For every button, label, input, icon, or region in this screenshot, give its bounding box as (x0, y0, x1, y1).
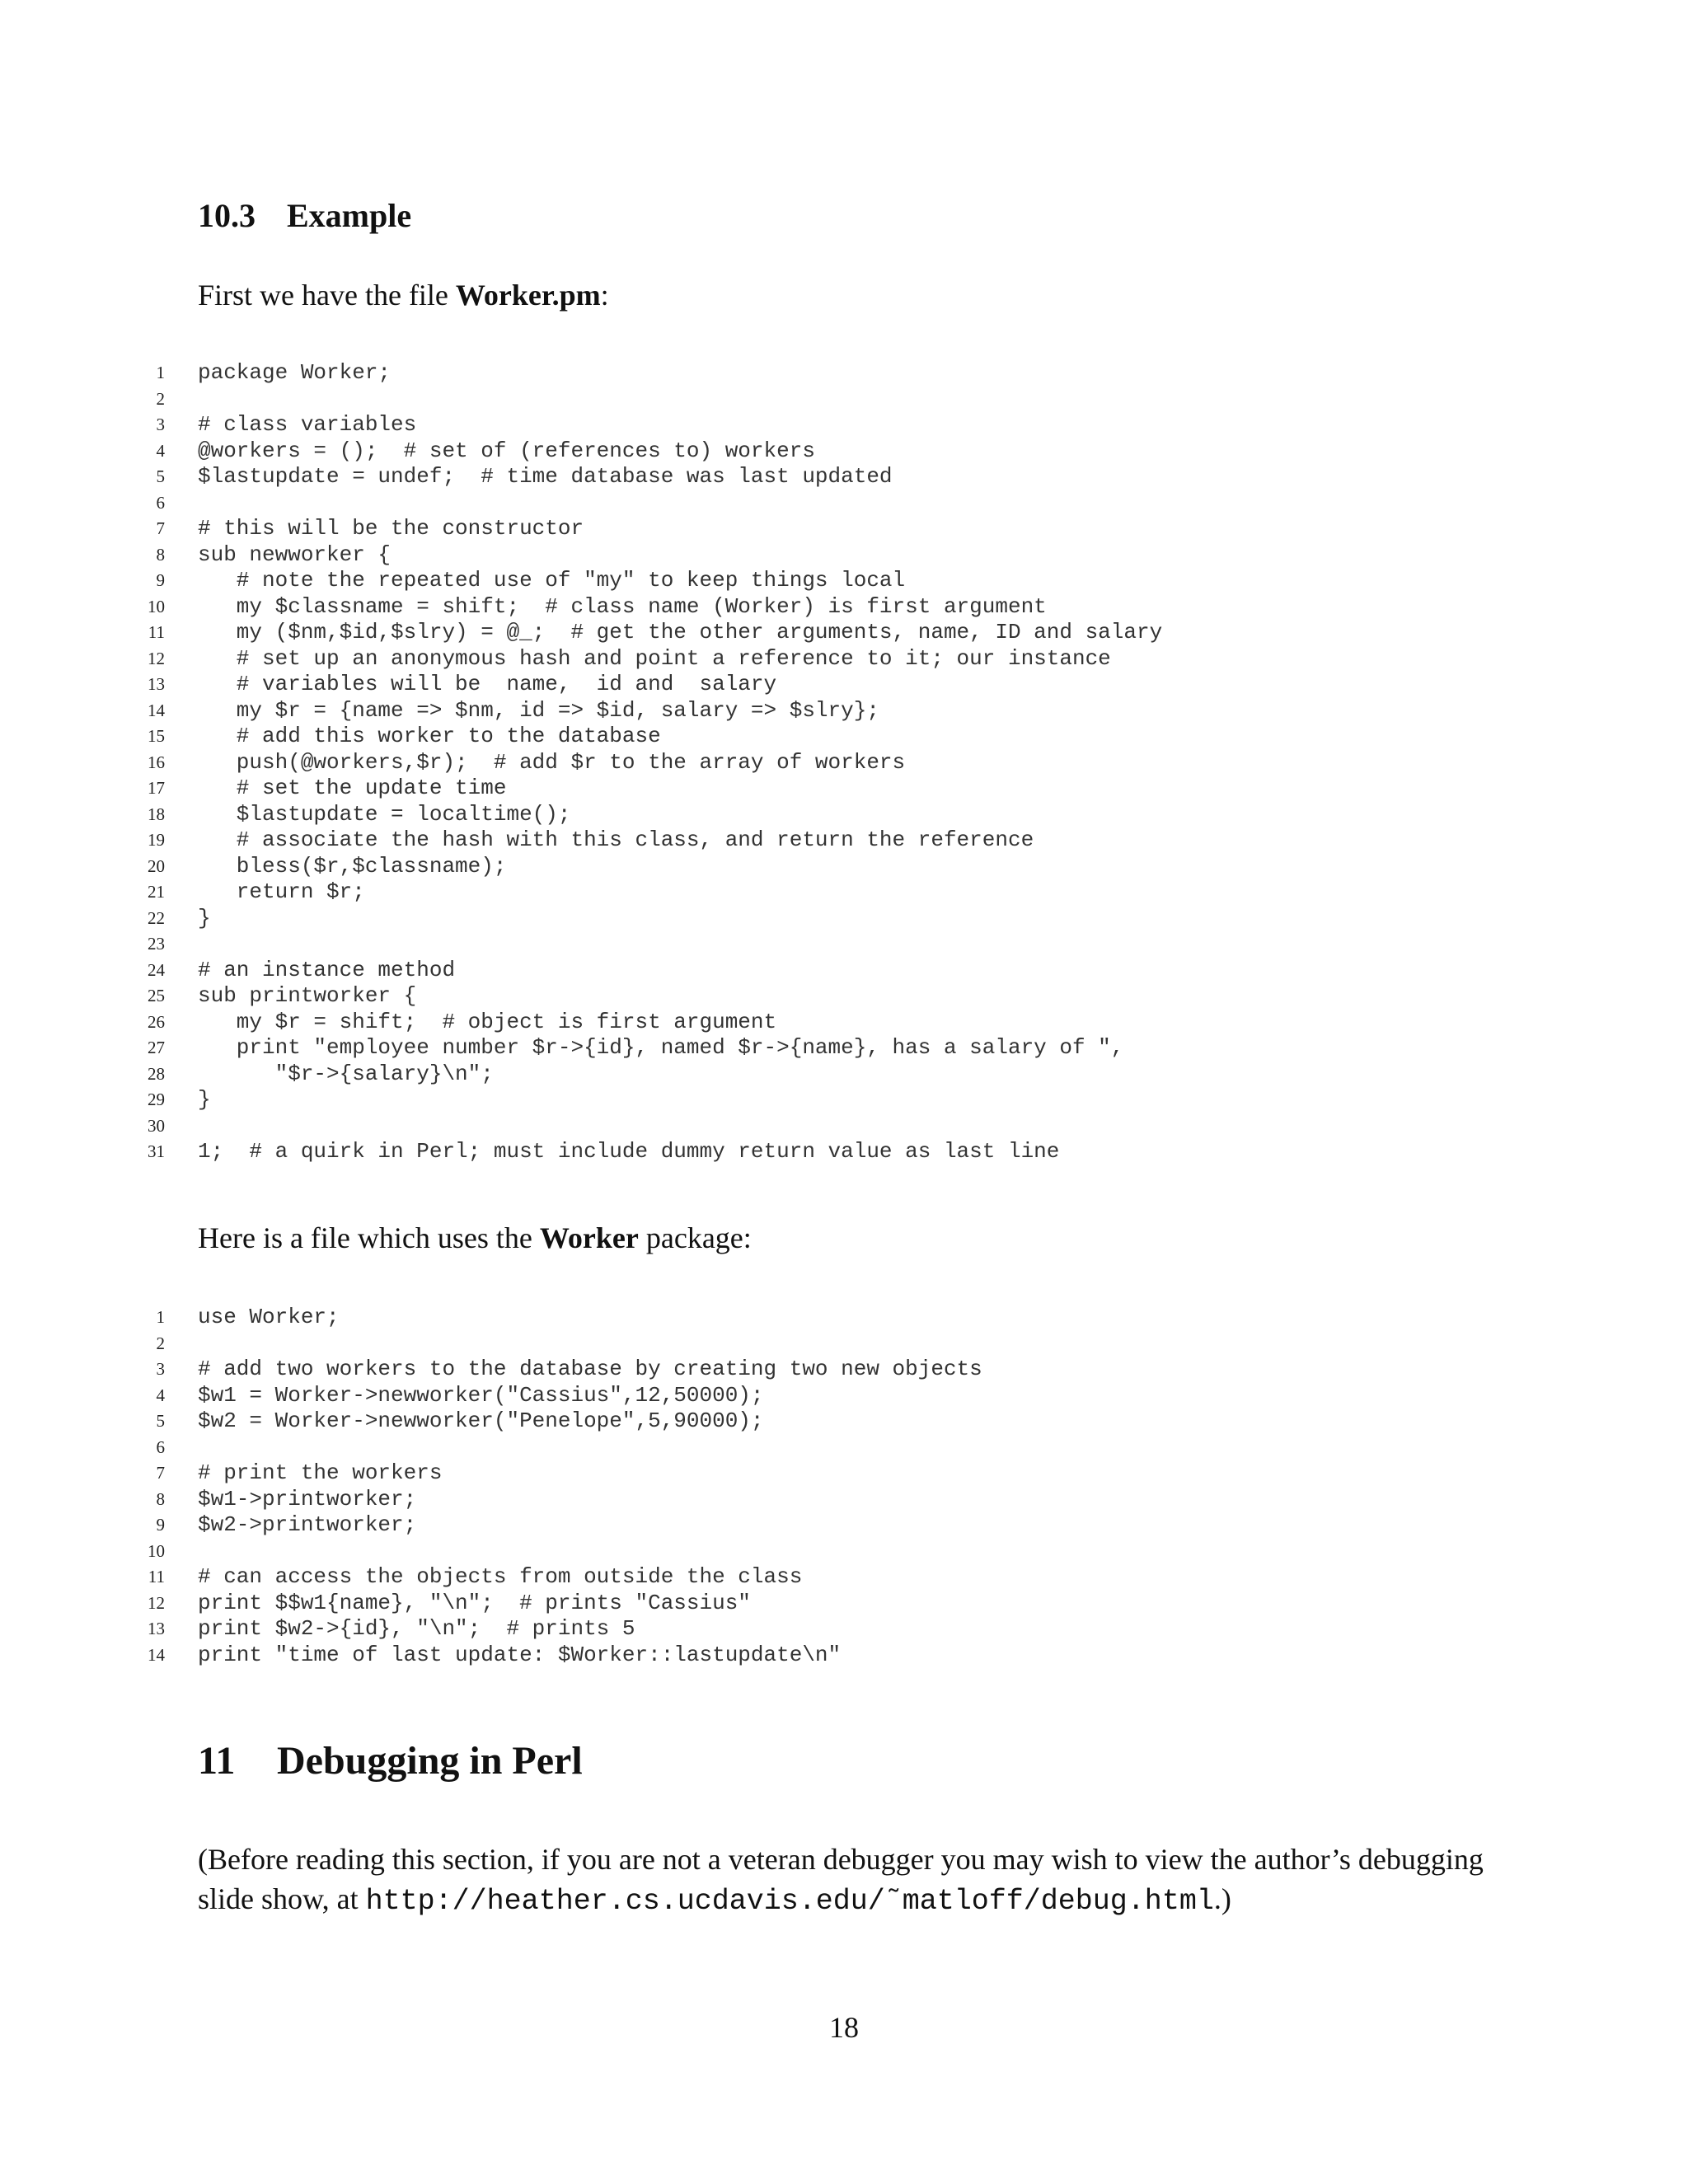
line-number: 27 (148, 1038, 165, 1057)
code-text: push(@workers,$r); # add $r to the array of workers (198, 749, 906, 775)
line-number: 15 (148, 726, 165, 746)
line-number: 1 (156, 363, 165, 382)
line-number: 25 (148, 986, 165, 1005)
code-line (132, 983, 1500, 1010)
code-text: # add this worker to the database (198, 724, 661, 748)
line-number: 10 (148, 1540, 165, 1561)
code-text: sub printworker { (198, 983, 417, 1008)
code-text: my $r = shift; # object is first argument (198, 1009, 777, 1034)
code-line (132, 568, 1500, 594)
line-number: 23 (148, 934, 165, 954)
line-number: 2 (156, 1333, 165, 1353)
line-number: 16 (148, 752, 165, 772)
code-text: 1; # a quirk in Perl; must include dummy return value as last line (198, 1139, 1060, 1164)
line-number: 10 (148, 596, 165, 616)
code-line (132, 1539, 1500, 1565)
line-number: 4 (156, 1385, 165, 1405)
code-text: # class variables (198, 412, 417, 437)
section-title: Debugging in Perl (277, 1739, 583, 1783)
code-line (132, 516, 1500, 542)
line-number: 21 (148, 882, 165, 902)
code-text: # associate the hash with this class, and return the reference (198, 827, 1034, 852)
line-number: 28 (148, 1063, 165, 1084)
debug-slides-url[interactable]: http://heather.cs.ucdavis.edu/˜matloff/debug.html (365, 1885, 1214, 1918)
line-number: 14 (148, 1644, 165, 1665)
code-line (132, 854, 1500, 880)
code-text: my $classname = shift; # class name (Worker) is first argument (198, 593, 1047, 619)
section-heading-10-3 (198, 196, 411, 236)
code-line (132, 646, 1500, 673)
code-line (132, 490, 1500, 517)
code-line (132, 1331, 1500, 1357)
code-line (132, 594, 1500, 621)
line-number: 20 (148, 855, 165, 876)
code-text: @workers = (); # set of (references to) workers (198, 438, 815, 463)
code-line (132, 1512, 1500, 1539)
code-text: # this will be the constructor (198, 516, 584, 541)
code-line (132, 879, 1500, 906)
line-number: 11 (148, 622, 165, 642)
code-text: # set up an anonymous hash and point a reference to it; our instance (198, 645, 1111, 671)
code-listing-worker-pm (132, 360, 1500, 1165)
debug-text-end: .) (1213, 1882, 1231, 1915)
code-text: # print the workers (198, 1460, 443, 1485)
line-number: 13 (148, 1619, 165, 1638)
code-line (132, 1087, 1500, 1113)
code-text: $w2->printworker; (198, 1512, 417, 1537)
code-line (132, 906, 1500, 932)
code-line (132, 958, 1500, 984)
code-text: package Worker; (198, 360, 392, 385)
line-number: 7 (156, 518, 165, 538)
code-line (132, 1139, 1500, 1165)
line-number: 8 (156, 544, 165, 565)
line-number: 11 (148, 1567, 165, 1586)
line-number: 17 (148, 778, 165, 798)
code-line (132, 802, 1500, 828)
code-line (132, 620, 1500, 646)
line-number: 9 (156, 570, 165, 590)
line-number: 24 (148, 959, 165, 980)
line-number: 8 (156, 1488, 165, 1509)
intro-paragraph (198, 275, 1500, 315)
line-number: 26 (148, 1011, 165, 1032)
section-number: 10.3 (198, 197, 256, 234)
code-text: # set the update time (198, 776, 507, 800)
code-text: my $r = {name => $nm, id => $id, salary => $slry}; (198, 697, 879, 723)
code-text: use Worker; (198, 1305, 340, 1329)
code-line (132, 1357, 1500, 1383)
code-text: $w1 = Worker->newworker("Cassius",12,50000); (198, 1382, 764, 1408)
code-text: # can access the objects from outside the class (198, 1564, 803, 1589)
intro-text: First we have the file (198, 279, 456, 312)
code-line (132, 412, 1500, 438)
code-text: sub newworker { (198, 541, 392, 567)
line-number: 7 (156, 1463, 165, 1483)
code-text: # an instance method (198, 957, 456, 982)
code-line (132, 1062, 1500, 1088)
code-text: $lastupdate = undef; # time database was last updated (198, 464, 893, 489)
code-line (132, 1616, 1500, 1643)
debug-paragraph (198, 1840, 1500, 1921)
code-listing-usage (132, 1305, 1500, 1668)
line-number: 3 (156, 1359, 165, 1379)
code-text: # note the repeated use of "my" to keep things local (198, 568, 906, 593)
line-number: 31 (148, 1141, 165, 1161)
code-line (132, 1591, 1500, 1617)
line-number: 14 (148, 700, 165, 720)
code-text: } (198, 1087, 211, 1112)
code-line (132, 542, 1500, 569)
section-title: Example (287, 197, 412, 234)
code-text: my ($nm,$id,$slry) = @_; # get the other arguments, name, ID and salary (198, 620, 1163, 644)
line-number: 6 (156, 1436, 165, 1457)
line-number: 12 (148, 1592, 165, 1613)
intro-colon: : (600, 279, 609, 312)
code-line (132, 1564, 1500, 1591)
line-number: 1 (156, 1307, 165, 1327)
code-text: return $r; (198, 879, 365, 904)
code-text: } (198, 905, 211, 930)
line-number: 2 (156, 388, 165, 409)
code-line (132, 1383, 1500, 1409)
line-number: 12 (148, 648, 165, 668)
line-number: 22 (148, 907, 165, 928)
code-text: bless($r,$classname); (198, 853, 507, 879)
code-line (132, 360, 1500, 387)
code-line (132, 1035, 1500, 1062)
code-line (132, 724, 1500, 750)
line-number: 18 (148, 804, 165, 824)
line-number: 29 (148, 1090, 165, 1109)
code-line (132, 776, 1500, 802)
usage-text: Here is a file which uses the (198, 1221, 540, 1254)
line-number: 5 (156, 466, 165, 486)
code-line (132, 1435, 1500, 1461)
line-number: 19 (148, 830, 165, 850)
debug-text: (Before reading this section, if you are not a veteran debugger you may wish to view the author’s debugging slide show, at (198, 1843, 1484, 1915)
code-line (132, 931, 1500, 958)
code-line (132, 1460, 1500, 1487)
usage-package-name: Worker (539, 1221, 639, 1254)
code-line (132, 1305, 1500, 1331)
code-text: $lastupdate = localtime(); (198, 801, 571, 827)
code-line (132, 438, 1500, 465)
code-text: print $w2->{id}, "\n"; # prints 5 (198, 1616, 635, 1641)
line-number: 9 (156, 1515, 165, 1535)
code-line (132, 750, 1500, 776)
section-number: 11 (198, 1739, 236, 1783)
code-line (132, 698, 1500, 724)
code-line (132, 827, 1500, 854)
section-heading-11 (198, 1737, 583, 1785)
line-number: 30 (148, 1115, 165, 1136)
code-text: print "time of last update: $Worker::lastupdate\n" (198, 1642, 842, 1667)
code-line (132, 1010, 1500, 1036)
code-text: print $$w1{name}, "\n"; # prints "Cassius" (198, 1590, 751, 1615)
code-line (132, 1487, 1500, 1513)
code-text: $w2 = Worker->newworker("Penelope",5,90000); (198, 1408, 764, 1433)
code-text: # add two workers to the database by creating two new objects (198, 1357, 982, 1381)
code-line (132, 1643, 1500, 1669)
code-line (132, 1408, 1500, 1435)
code-line (132, 672, 1500, 698)
code-text: print "employee number $r->{id}, named $r->{name}, has a salary of ", (198, 1035, 1124, 1060)
line-number: 5 (156, 1411, 165, 1431)
line-number: 3 (156, 415, 165, 434)
intro-filename: Worker.pm (455, 279, 601, 312)
code-line (132, 387, 1500, 413)
line-number: 13 (148, 674, 165, 694)
usage-paragraph (198, 1218, 1500, 1258)
code-text: "$r->{salary}\n"; (198, 1061, 494, 1086)
line-number: 6 (156, 492, 165, 513)
code-line (132, 1113, 1500, 1140)
code-text: $w1->printworker; (198, 1486, 417, 1511)
code-line (132, 464, 1500, 490)
usage-suffix: package: (638, 1221, 752, 1254)
line-number: 4 (156, 440, 165, 461)
code-text: # variables will be name, id and salary (198, 672, 777, 696)
page-number: 18 (829, 2011, 859, 2044)
